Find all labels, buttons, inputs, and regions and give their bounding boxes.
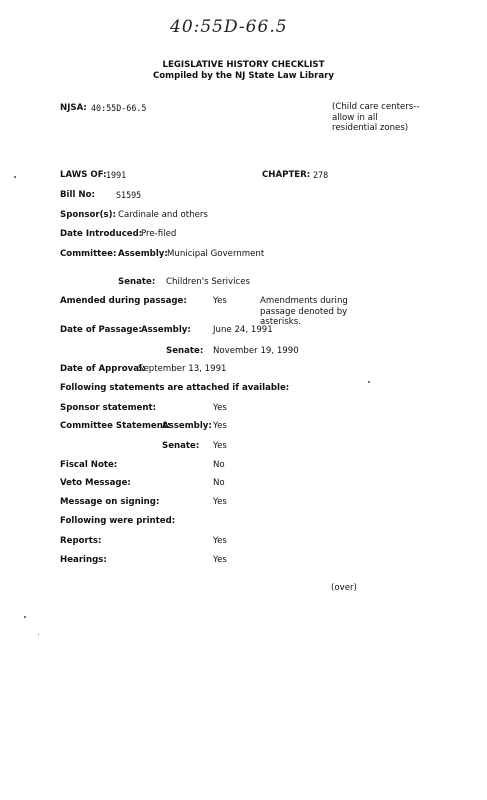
passage-senate-label: Senate: [166, 346, 204, 356]
scan-speck [14, 176, 16, 178]
committee-statement-senate-value: Yes [213, 441, 227, 451]
fiscal-note-value: No [213, 460, 225, 470]
laws-of-value: 1991 [106, 170, 127, 180]
chapter-value: 278 [313, 170, 329, 180]
fiscal-note-label: Fiscal Note: [60, 460, 118, 470]
amended-label: Amended during passage: [60, 296, 187, 306]
sponsors-value: Cardinale and others [118, 210, 208, 220]
message-on-signing-value: Yes [213, 497, 227, 507]
sponsor-statement-label: Sponsor statement: [60, 403, 157, 413]
committee-statement-label: Committee Statement: [60, 421, 171, 431]
bill-no-value: S1595 [116, 190, 142, 200]
approval-label: Date of Approval: [60, 364, 146, 374]
over-note: (over) [331, 583, 357, 593]
committee-label: Committee: [60, 249, 117, 259]
bill-no-label: Bill No: [60, 190, 95, 200]
passage-assembly-value: June 24, 1991 [213, 325, 273, 335]
message-on-signing-label: Message on signing: [60, 497, 160, 507]
passage-assembly-label: Assembly: [141, 325, 191, 335]
njsa-label: NJSA: [60, 103, 87, 113]
committee-senate-label: Senate: [118, 277, 156, 287]
njsa-value: 40:55D-66.5 [91, 103, 147, 113]
committee-senate-value: Children's Serivices [166, 277, 250, 287]
committee-statement-assembly-value: Yes [213, 421, 227, 431]
scan-speck [368, 381, 370, 383]
approval-value: September 13, 1991 [138, 364, 227, 374]
amended-note: Amendments during passage denoted by asterisks. [260, 296, 348, 327]
laws-of-label: LAWS OF: [60, 170, 107, 180]
chapter-label: CHAPTER: [262, 170, 311, 180]
handwritten-code: 40:55D-66.5 [170, 17, 288, 37]
date-introduced-value: Pre-filed [141, 229, 177, 239]
passage-senate-value: November 19, 1990 [213, 346, 299, 356]
committee-statement-senate-label: Senate: [162, 441, 200, 451]
reports-value: Yes [213, 536, 227, 546]
committee-assembly-label: Assembly: [118, 249, 168, 259]
date-introduced-label: Date Introduced: [60, 229, 143, 239]
amended-value: Yes [213, 296, 227, 306]
committee-statement-assembly-label: Assembly: [162, 421, 212, 431]
page-subtitle: Compiled by the NJ State Law Library [152, 71, 335, 81]
veto-message-value: No [213, 478, 225, 488]
printed-heading: Following were printed: [60, 516, 176, 526]
committee-assembly-value: Municipal Government [167, 249, 265, 259]
passage-label: Date of Passage: [60, 325, 142, 335]
sponsors-label: Sponsor(s): [60, 210, 117, 220]
hearings-label: Hearings: [60, 555, 107, 565]
scan-speck [24, 616, 26, 618]
reports-label: Reports: [60, 536, 102, 546]
sponsor-statement-value: Yes [213, 403, 227, 413]
hearings-value: Yes [213, 555, 227, 565]
veto-message-label: Veto Message: [60, 478, 131, 488]
page-title: LEGISLATIVE HISTORY CHECKLIST [162, 60, 325, 70]
subject-note: (Child care centers--allow in all residential zones) [332, 102, 420, 133]
attached-heading: Following statements are attached if available: [60, 383, 290, 393]
scan-speck [38, 634, 39, 635]
